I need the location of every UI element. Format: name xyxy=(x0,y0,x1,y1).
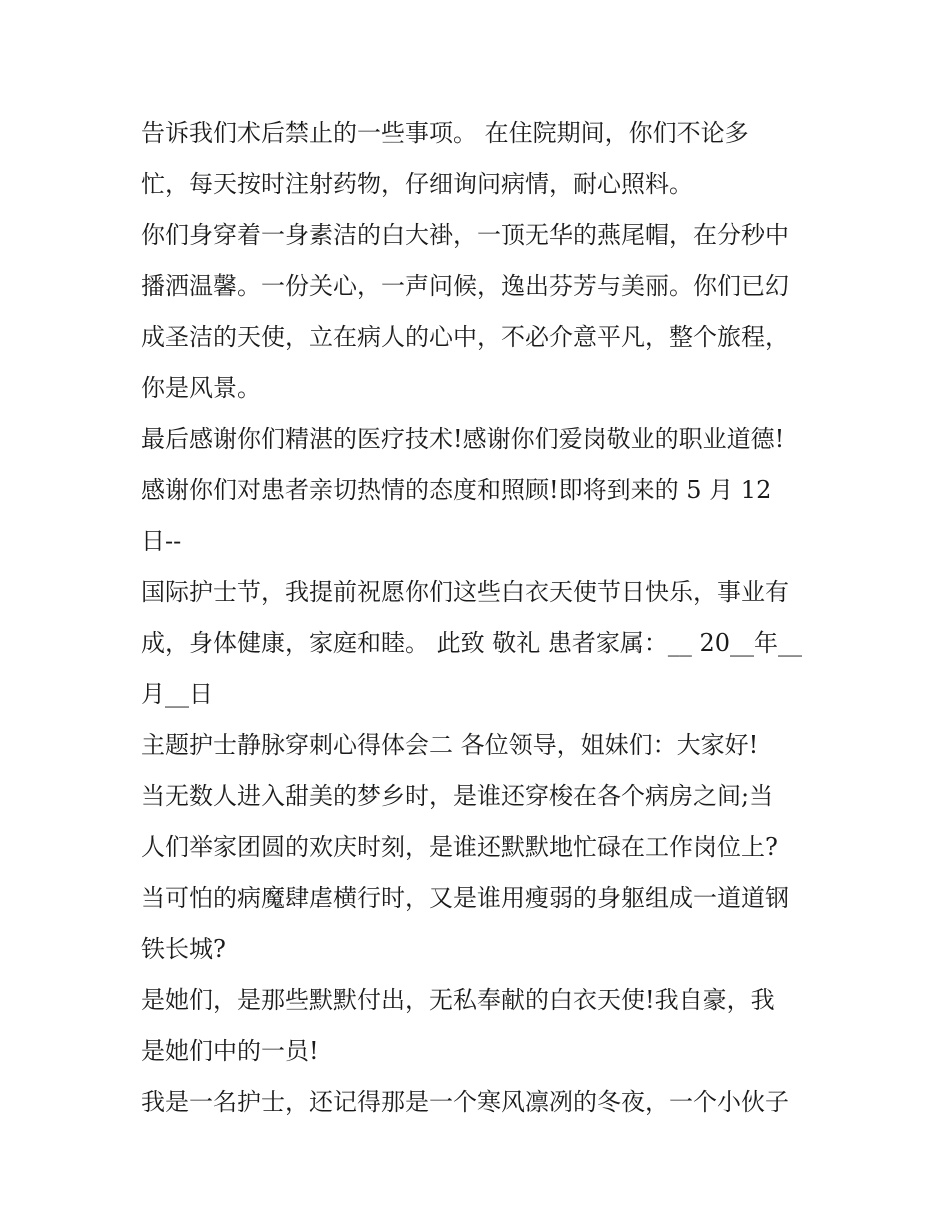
text-line: 成圣洁的天使，立在病人的心中，不必介意平凡，整个旅程， xyxy=(141,323,789,351)
text-line: 主题护士静脉穿刺心得体会二 各位领导，姐妹们：大家好! xyxy=(141,731,759,759)
text-line: 是她们中的一员! xyxy=(141,1037,319,1065)
text-line: 感谢你们对患者亲切热情的态度和照顾!即将到来的 5 月 12 xyxy=(141,476,772,504)
text-line: 日-- xyxy=(141,527,182,555)
text-line: 最后感谢你们精湛的医疗技术!感谢你们爱岗敬业的职业道德! xyxy=(141,425,785,453)
document-body xyxy=(141,108,821,1128)
text-line: 告诉我们术后禁止的一些事项。 在住院期间，你们不论多 xyxy=(141,119,749,147)
text-line: 你们身穿着一身素洁的白大褂，一顶无华的燕尾帽，在分秒中 xyxy=(141,221,789,249)
text-line: 国际护士节，我提前祝愿你们这些白衣天使节日快乐，事业有 xyxy=(141,578,789,606)
text-line: 月__日 xyxy=(141,680,213,708)
text-line: 当可怕的病魔肆虐横行时，又是谁用瘦弱的身躯组成一道道钢 xyxy=(141,884,789,912)
text-line: 忙，每天按时注射药物，仔细询问病情，耐心照料。 xyxy=(141,170,693,198)
text-line: 你是风景。 xyxy=(141,374,261,402)
text-line: 我是一名护士，还记得那是一个寒风凛冽的冬夜，一个小伙子 xyxy=(141,1088,789,1116)
text-line: 是她们，是那些默默付出，无私奉献的白衣天使!我自豪，我 xyxy=(141,986,775,1014)
text-line: 当无数人进入甜美的梦乡时，是谁还穿梭在各个病房之间;当 xyxy=(141,782,774,810)
text-line: 铁长城? xyxy=(141,935,226,963)
text-line: 播洒温馨。一份关心，一声问候，逸出芬芳与美丽。你们已幻 xyxy=(141,272,789,300)
text-line: 人们举家团圆的欢庆时刻，是谁还默默地忙碌在工作岗位上? xyxy=(141,833,778,861)
text-line: 成，身体健康，家庭和睦。 此致 敬礼 患者家属：__ 20__年__ xyxy=(141,629,803,657)
